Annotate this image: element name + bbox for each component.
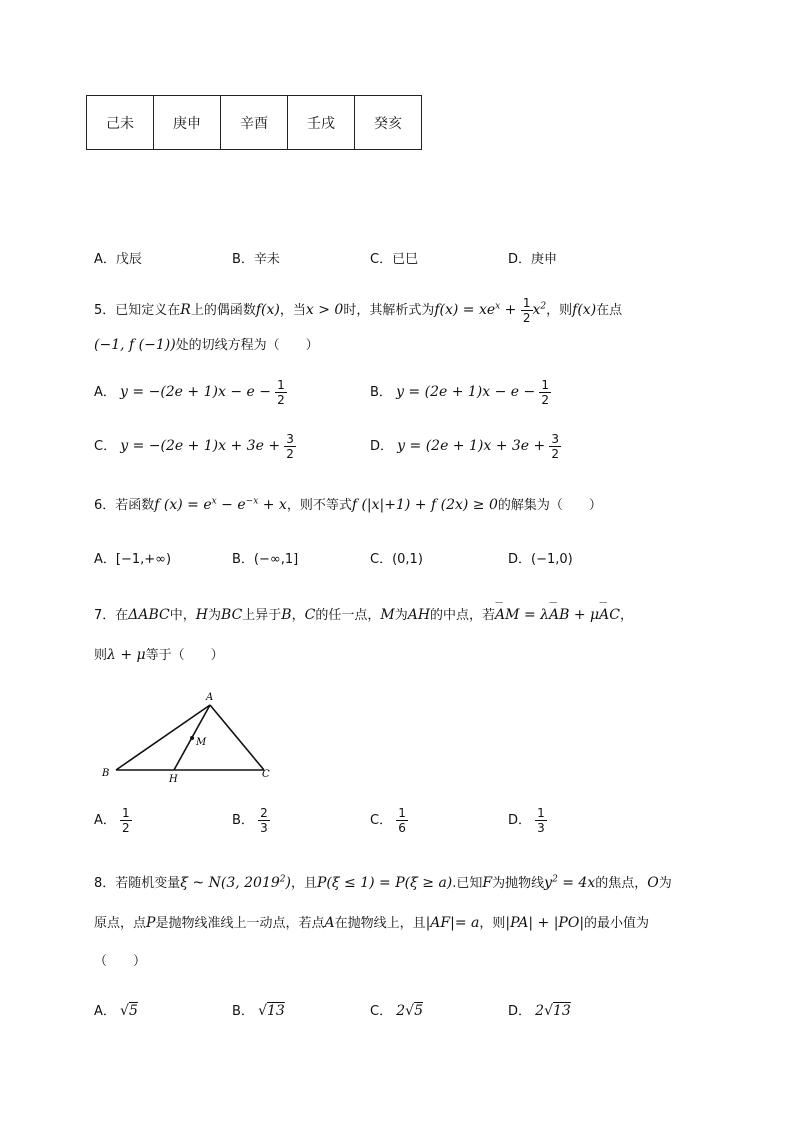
q4-option-a: A．戊辰 [94, 252, 142, 267]
fraction [535, 806, 547, 835]
text: 的任一点， [315, 608, 381, 623]
vector: ⌢⌢ AC [599, 607, 620, 623]
math: 2 [552, 874, 558, 885]
table-cell: 壬戌 [288, 96, 355, 150]
math: y = −(2e + 1)x − e − [120, 384, 271, 400]
q6-option-d: D．(−1,0) [508, 552, 573, 567]
q5-stem [94, 296, 622, 325]
text: 的焦点， [595, 876, 648, 891]
q8-option-d [508, 1000, 571, 1019]
math: 2 [535, 1003, 545, 1019]
fraction [521, 296, 533, 325]
den: 2 [551, 447, 560, 461]
q7-option-a [94, 806, 132, 835]
q5-option-b [370, 378, 551, 407]
fraction [284, 432, 296, 461]
sqrt: √5 [405, 1003, 423, 1019]
label-m: M [196, 737, 207, 748]
math: R [180, 302, 191, 318]
q8-stem-line3: （ ） [94, 954, 147, 969]
sqrt: √13 [258, 1003, 285, 1019]
math: B [281, 607, 292, 623]
text: 上异于 [242, 608, 282, 623]
radicand: 13 [266, 1003, 285, 1019]
fraction [275, 378, 287, 407]
num: 1 [277, 378, 285, 392]
math: ξ ~ N [180, 875, 221, 891]
fraction [539, 378, 551, 407]
text: 的中点，若 [430, 608, 496, 623]
math: |PA| + |PO| [505, 915, 585, 931]
option-label: A． [94, 385, 116, 400]
q6-option-b: B．(−∞,1] [232, 552, 299, 567]
math: 2 [279, 874, 286, 885]
text: 处的切线方程为（ ） [175, 338, 319, 353]
math: O [647, 875, 659, 891]
text: ，当 [279, 303, 306, 318]
num: 1 [537, 806, 545, 820]
q5-stem-line2 [94, 334, 319, 353]
table-cell: 庚申 [154, 96, 221, 150]
num: 1 [541, 378, 550, 392]
den: 3 [537, 821, 545, 835]
math: C [304, 607, 316, 623]
math: λ + μ [107, 647, 146, 663]
label-b: B [102, 768, 110, 779]
text: .已知 [452, 876, 483, 891]
text: 6．若函数 [94, 498, 155, 513]
math: −x [245, 496, 259, 507]
ganzhi-table [86, 95, 422, 150]
math: f(x) [572, 302, 597, 318]
q7-stem-line2 [94, 644, 224, 663]
q7-option-b [232, 806, 270, 835]
den: 2 [122, 821, 130, 835]
text: 则 [94, 648, 108, 663]
math: + μ [569, 607, 600, 623]
math: f (|x|+1) + f (2x) ≥ 0 [351, 497, 498, 513]
radicand: 13 [553, 1003, 571, 1019]
den: 2 [286, 447, 294, 461]
sqrt: √5 [120, 1003, 138, 1019]
label-c: C [262, 769, 270, 780]
math: P [146, 915, 156, 931]
math: x [211, 496, 217, 507]
math: y = (2e + 1)x − e − [396, 384, 536, 400]
option-label: A． [94, 1004, 116, 1019]
num: 3 [551, 432, 560, 446]
num: 1 [122, 806, 130, 820]
text: 为 [658, 876, 672, 891]
text: 7．在 [94, 608, 129, 623]
math: 2 [396, 1003, 406, 1019]
q6-option-c: C．(0,1) [370, 552, 423, 567]
vector: ⌢⌢ AB [549, 607, 569, 623]
sqrt: √13 [544, 1003, 571, 1019]
text: 的最小值为 [584, 916, 650, 931]
label-a: A [206, 692, 214, 703]
math: = λ [519, 607, 550, 623]
option-label: C． [370, 1004, 393, 1019]
label-h: H [169, 774, 178, 785]
text: 为抛物线 [492, 876, 545, 891]
text: 在点 [596, 303, 623, 318]
q4-option-c: C．已巳 [370, 252, 419, 267]
text: 的解集为（ ） [497, 498, 602, 513]
num: 3 [286, 432, 294, 446]
fraction [120, 806, 132, 835]
math: P(ξ ≤ 1) = P(ξ ≥ a) [317, 875, 453, 891]
table-cell: 己未 [87, 96, 154, 150]
math: + x [258, 497, 287, 513]
text: 时，其解析式为 [343, 303, 435, 318]
den: 6 [398, 821, 406, 835]
math: (3, 2019 [220, 875, 280, 891]
fraction [396, 806, 408, 835]
table-cell: 癸亥 [355, 96, 422, 150]
vector: ⌢⌢ AM [495, 607, 519, 623]
math: H [195, 607, 208, 623]
q8-option-c [370, 1000, 423, 1019]
table-row [87, 96, 422, 150]
math: x > 0 [305, 302, 344, 318]
option-label: B． [370, 385, 392, 400]
radicand: 5 [414, 1003, 423, 1019]
math: (−1, f (−1)) [94, 337, 176, 353]
fraction [258, 806, 270, 835]
text: ，则不等式 [286, 498, 352, 513]
q6-option-a: A．[−1,+∞) [94, 552, 172, 567]
q8-option-a [94, 1000, 138, 1019]
math: y = −(2e + 1)x + 3e + [120, 438, 281, 454]
text: 是抛物线准线上一动点，若点 [155, 916, 325, 931]
text: ，则 [479, 916, 506, 931]
math: M [380, 607, 395, 623]
text: ，且 [290, 876, 317, 891]
math: BC [221, 607, 243, 623]
triangle-figure [96, 688, 286, 788]
text: 为 [394, 608, 408, 623]
text: 在抛物线上，且 [334, 916, 426, 931]
math: − e [216, 497, 246, 513]
radicand: 5 [128, 1003, 138, 1019]
math: |AF|= a [425, 915, 480, 931]
q7-option-d [508, 806, 547, 835]
num: 1 [522, 296, 531, 310]
q8-option-b [232, 1000, 285, 1019]
q5-option-d [370, 432, 561, 461]
text: ，则 [546, 303, 573, 318]
text: 上的偶函数 [190, 303, 256, 318]
option-label: D． [508, 1004, 532, 1019]
option-label: A． [94, 813, 116, 828]
table-cell: 辛酉 [221, 96, 288, 150]
q4-option-d: D．庚申 [508, 252, 558, 267]
q6-stem [94, 494, 602, 513]
math: A [324, 915, 335, 931]
math: y [544, 875, 553, 891]
option-label: D． [508, 813, 532, 828]
math: = 4x [557, 875, 596, 891]
text: 8．若随机变量 [94, 876, 181, 891]
text: 中， [169, 608, 196, 623]
option-label: D． [370, 439, 394, 454]
text: 等于（ ） [145, 648, 224, 663]
num: 1 [398, 806, 406, 820]
math: 2 [540, 301, 547, 312]
den: 2 [277, 393, 285, 407]
text: ， [619, 608, 633, 623]
q5-option-c [94, 432, 296, 461]
q8-stem [94, 872, 672, 891]
math: F [482, 875, 493, 891]
den: 3 [260, 821, 268, 835]
den: 2 [522, 311, 531, 325]
math: x [495, 301, 501, 312]
math: f(x) [255, 302, 280, 318]
math: f (x) = e [154, 497, 212, 513]
text: ， [291, 608, 305, 623]
text: 为 [208, 608, 222, 623]
q7-stem [94, 604, 633, 623]
q5-option-a [94, 378, 287, 407]
num: 2 [260, 806, 268, 820]
q7-option-c [370, 806, 408, 835]
option-label: B． [232, 1004, 254, 1019]
option-label: C． [370, 813, 393, 828]
math: f(x) = xe [434, 302, 496, 318]
den: 2 [541, 393, 550, 407]
point-m [190, 736, 194, 740]
option-label: B． [232, 813, 254, 828]
q8-stem-line2 [94, 912, 649, 931]
math: AH [407, 607, 431, 623]
math: y = (2e + 1)x + 3e + [397, 438, 546, 454]
segment-ac [210, 705, 264, 770]
math: ΔABC [128, 607, 170, 623]
math: x [532, 302, 541, 318]
math: ) [285, 875, 291, 891]
option-label: C． [94, 439, 117, 454]
q4-option-b: B．辛未 [232, 252, 280, 267]
fraction [549, 432, 561, 461]
text: 原点，点 [94, 916, 147, 931]
text: 5．已知定义在 [94, 303, 181, 318]
math: + [500, 302, 521, 318]
